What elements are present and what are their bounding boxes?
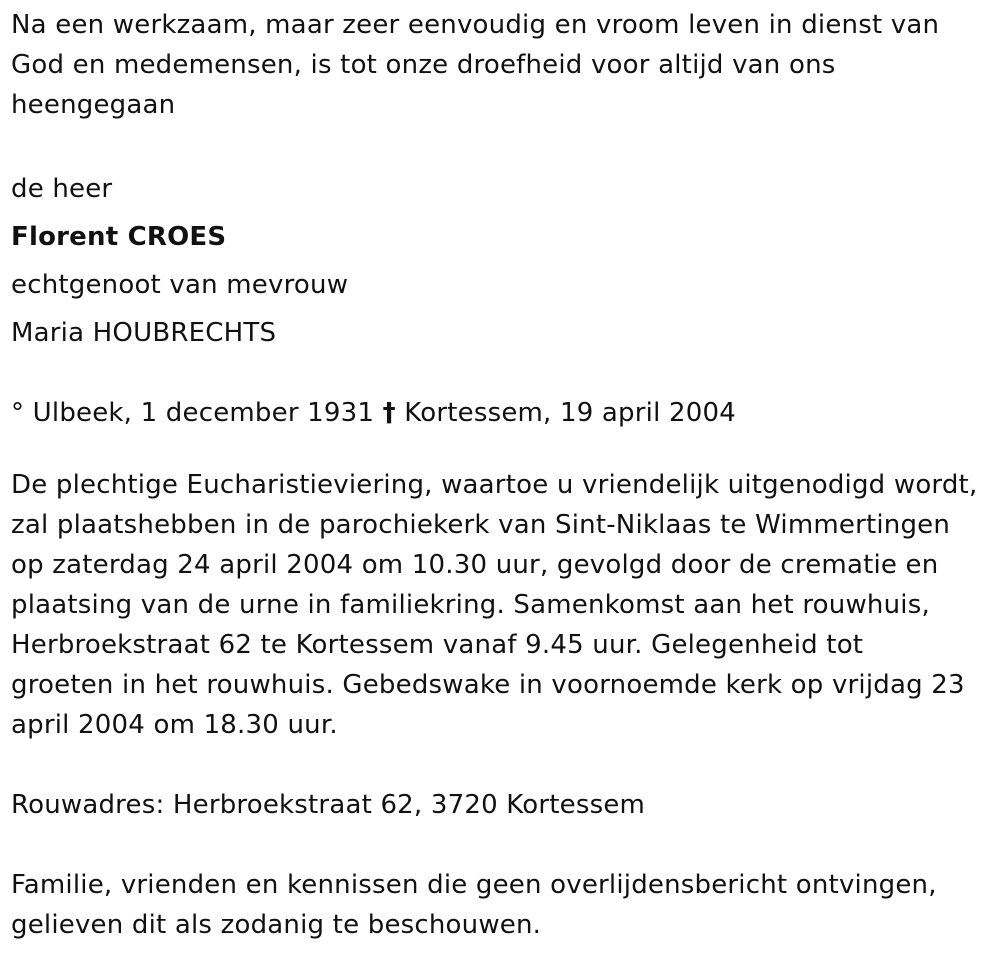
spouse-name: Maria HOUBRECHTS — [11, 318, 277, 348]
birth-symbol: ° — [11, 398, 25, 428]
service-paragraph — [11, 465, 996, 745]
intro-paragraph — [11, 5, 996, 125]
obituary-document — [11, 0, 996, 945]
service-line: april 2004 om 18.30 uur. — [11, 710, 338, 740]
title-prefix: de heer — [11, 174, 113, 204]
service-line: op zaterdag 24 april 2004 om 10.30 uur, gevolgd door de crematie en — [11, 550, 939, 580]
spouse-label: echtgenoot van mevrouw — [11, 270, 349, 300]
closing-paragraph — [11, 865, 996, 945]
funeral-address: Rouwadres: Herbroekstraat 62, 3720 Kortessem — [11, 790, 646, 820]
service-line: De plechtige Eucharistieviering, waartoe u vriendelijk uitgenodigd wordt, — [11, 470, 978, 500]
cross-icon: † — [382, 398, 396, 428]
service-line: zal plaatshebben in de parochiekerk van Sint-Niklaas te Wimmertingen — [11, 510, 951, 540]
birth-death-line — [11, 389, 996, 437]
death-text: Kortessem, 19 april 2004 — [395, 398, 736, 428]
intro-line: heengegaan — [11, 90, 176, 120]
service-line: plaatsing van de urne in familiekring. Samenkomst aan het rouwhuis, — [11, 590, 930, 620]
intro-line: Na een werkzaam, maar zeer eenvoudig en vroom leven in dienst van — [11, 10, 940, 40]
intro-line: God en medemensen, is tot onze droefheid voor altijd van ons — [11, 50, 836, 80]
closing-line: Familie, vrienden en kennissen die geen overlijdensbericht ontvingen, — [11, 870, 937, 900]
closing-line: gelieven dit als zodanig te beschouwen. — [11, 910, 542, 940]
service-line: Herbroekstraat 62 te Kortessem vanaf 9.45 uur. Gelegenheid tot — [11, 630, 864, 660]
service-line: groeten in het rouwhuis. Gebedswake in voornoemde kerk op vrijdag 23 — [11, 670, 965, 700]
deceased-name: Florent CROES — [11, 222, 227, 252]
birth-text: Ulbeek, 1 december 1931 — [24, 398, 383, 428]
